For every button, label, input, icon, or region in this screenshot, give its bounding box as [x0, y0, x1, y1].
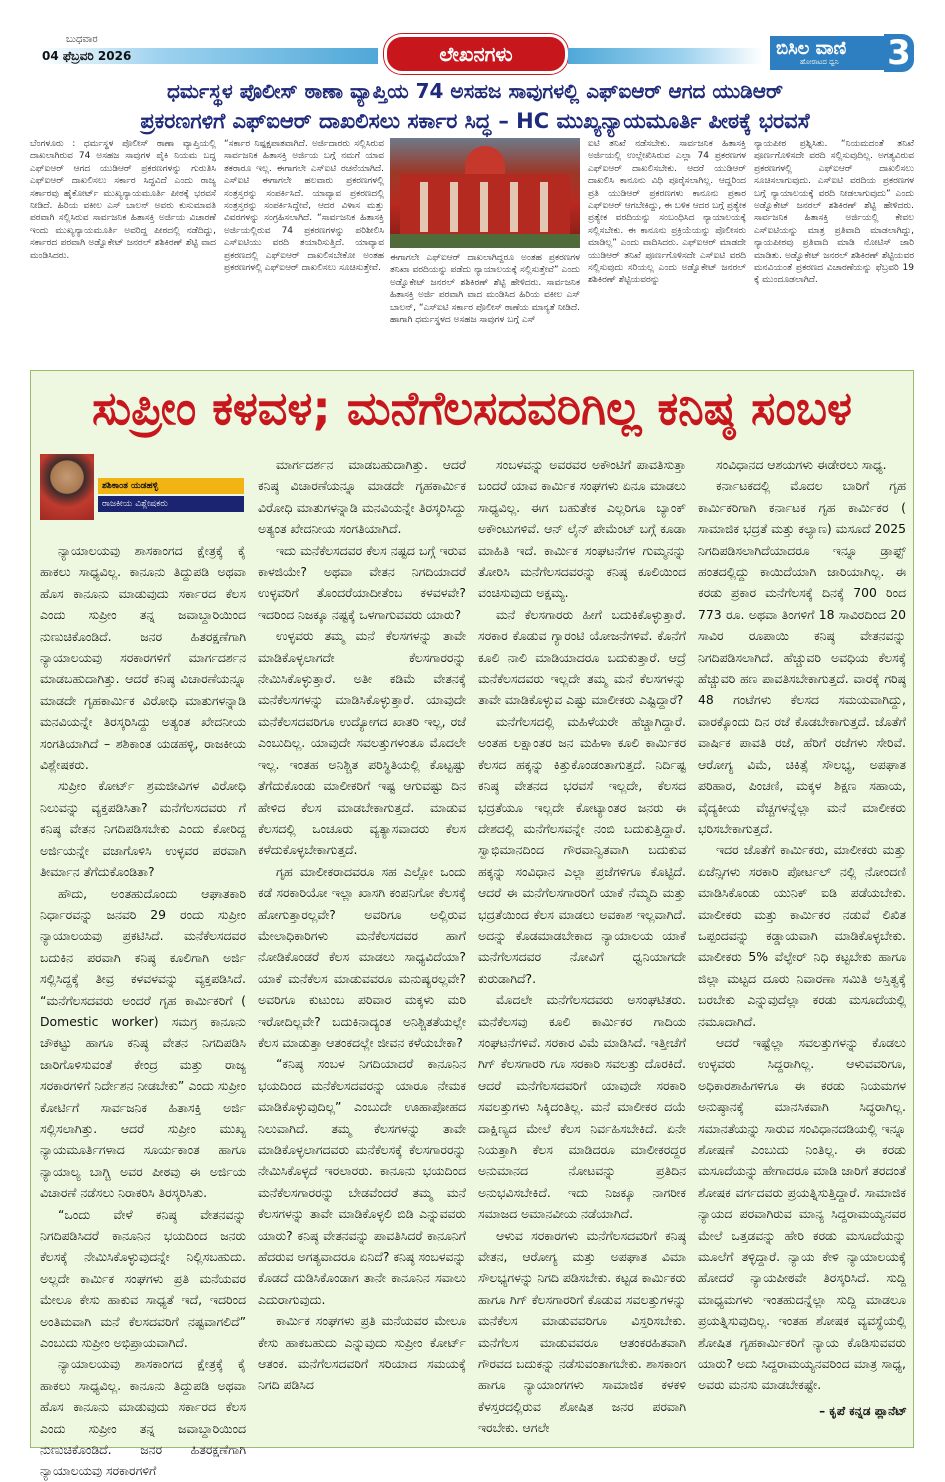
paragraph: ಮನೆಗೆಲಸದಲ್ಲಿ ಮಹಿಳೆಯರೇ ಹೆಚ್ಚಾಗಿದ್ದಾರೆ. ಅಂತಹ ಲಕ್ಷಾಂತರ ಜನ ಮಹಿಳಾ ಕೂಲಿ ಕಾರ್ಮಿಕರ ಕೆಲಸದ ಹಕ್ಕನ್ನು ಕಿತ್ತುಕೊಂಡಂತಾಗುತ್ತದೆ. ನಿರ್ದಿಷ್ಟ ಕನಿಷ್ಠ ವೇತನದ ಭರವಸೆ ಇಲ್ಲದೇ, ಕೆಲಸದ ಭದ್ರತೆಯೂ ಇಲ್ಲದೇ ಕೋಟ್ಯಾಂತರ ಜನರು ಈ ದೇಶದಲ್ಲಿ ಮನೆಗೆಲಸವನ್ನೇ ನಂಬಿ ಬದುಕುತ್ತಿದ್ದಾರೆ. ಸ್ವಾಭಿಮಾನದಿಂದ ಗೌರವಾನ್ವಿತವಾಗಿ ಬದುಕುವ ಹಕ್ಕನ್ನು ಸಂವಿಧಾನ ಎಲ್ಲಾ ಪ್ರಜೆಗಳಿಗೂ ಕೊಟ್ಟಿದೆ. ಆದರೆ ಈ ಮನೆಗೆಲಸಗಾರರಿಗೆ ಯಾಕೆ ನೆಮ್ಮದಿ ಮತ್ತು ಭದ್ರತೆಯಿಂದ ಕೆಲಸ ಮಾಡಲು ಅವಕಾಶ ಇಲ್ಲವಾಗಿದೆ. ಅದನ್ನು ಕೊಡಮಾಡಬೇಕಾದ ನ್ಯಾಯಾಲಯ ಯಾಕೆ ಮನೆಗೆಲಸದವರ ನೋವಿಗೆ ಧ್ವನಿಯಾಗದೇ ಕುರುಡಾಗಿದೆ?.	[478, 713, 686, 986]
paragraph: ಹೌದು, ಅಂತಹುದೊಂದು ಆಘಾತಕಾರಿ ನಿರ್ಧಾರವನ್ನು ಜನವರಿ 29 ರಂದು ಸುಪ್ರೀಂ ನ್ಯಾಯಾಲಯವು ಪ್ರಕಟಿಸಿದೆ. ಮನೆಕೆಲಸದವರ ಬದುಕಿನ ಪರವಾಗಿ ಕನಿಷ್ಠ ಕೂಲಿಗಾಗಿ ಅರ್ಜಿ ಸಲ್ಲಿಸಿದ್ದಕ್ಕೆ ತೀವ್ರ ಕಳವಳವನ್ನು ವ್ಯಕ್ತಪಡಿಸಿದೆ. “ಮನೆಗೆಲಸದವರು ಅಂದರೆ ಗೃಹ ಕಾರ್ಮಿಕರಿಗೆ ( Domestic worker) ಸಮಗ್ರ ಕಾನೂನು ಚೌಕಟ್ಟು ಹಾಗೂ ಕನಿಷ್ಠ ವೇತನ ನಿಗದಿಪಡಿಸಿ ಜಾರಿಗೊಳಿಸುವಂತೆ ಕೇಂದ್ರ ಮತ್ತು ರಾಜ್ಯ ಸರಕಾರಗಳಿಗೆ ನಿರ್ದೇಶನ ನೀಡಬೇಕು” ಎಂದು ಸುಪ್ರೀಂ ಕೋರ್ಟಿಗೆ ಸಾರ್ವಜನಿಕ ಹಿತಾಸಕ್ತಿ ಅರ್ಜಿ ಸಲ್ಲಿಸಲಾಗಿತ್ತು. ಆದರೆ ಸುಪ್ರೀಂ ಮುಖ್ಯ ನ್ಯಾಯಮೂರ್ತಿಗಳಾದ ಸೂರ್ಯಕಾಂತ ಹಾಗೂ ನ್ಯಾಯಾಲ್ಯ ಬಾಗ್ಚಿ ಅವರ ಪೀಠವು ಈ ಅರ್ಜಿಯ ವಿಚಾರಣೆ ನಡೆಸಲು ನಿರಾಕರಿಸಿ ತಿರಸ್ಕರಿಸಿತು.	[40, 885, 246, 1201]
masthead	[0, 0, 945, 72]
headline-line-2: ಪ್ರಕರಣಗಳಿಗೆ ಎಫ್ಐಆರ್ ದಾಖಲಿಸಲು ಸರ್ಕಾರ ಸಿದ್ಧ – HC ಮುಖ್ಯನ್ಯಾಯಮೂರ್ತಿ ಪೀಠಕ್ಕೆ ಭರವಸೆ	[140, 109, 810, 133]
top-story-column-3: ಈಗಾಗಲೇ ಎಫ್ಐಆರ್ ದಾಖಲಾಗಿದ್ದರೂ ಅಂತಹ ಪ್ರಕರಣಗಳ ತನಿಖಾ ವರದಿಯನ್ನು ಪಡೆದು ನ್ಯಾಯಾಲಯಕ್ಕೆ ಸಲ್ಲಿಸುತ್ತೇವೆ” ಎಂದು ಅಡ್ವೊಕೇಟ್ ಜನರಲ್ ಶಶಿಕಿರಣ್ ಶೆಟ್ಟಿ ಹೇಳಿದರು. ಸಾರ್ವಜನಿಕ ಹಿತಾಸಕ್ತಿ ಅರ್ಜಿ ಪರವಾಗಿ ವಾದ ಮಂಡಿಸಿದ ಹಿರಿಯ ವಕೀಲ ಎಸ್ ಬಾಲನ್, “ಎಸ್ಐಟಿ ಸರ್ಕಾರ ಪೊಲೀಸ್ ಠಾಣೆಯ ಮಾನ್ಯತೆ ನೀಡಿದೆ. ಹಾಗಾಗಿ ಧರ್ಮಸ್ಥಳದ ಅಸಹಜ ಸಾವುಗಳ ಬಗ್ಗೆ ಎಸ್	[390, 253, 580, 326]
date-block	[38, 34, 378, 64]
feature-title: ಸುಪ್ರೀಂ ಕಳವಳ; ಮನೆಗೆಲಸದವರಿಗಿಲ್ಲ ಕನಿಷ್ಠ ಸಂಬಳ	[92, 381, 852, 435]
day-label: ಬುಧವಾರ	[66, 34, 98, 45]
paragraph: ಗೃಹ ಮಾಲೀಕರಾದವರೂ ಸಹ ಎಲ್ಲೋ ಒಂದು ಕಡೆ ಸರಕಾರಿಯೋ ಇಲ್ಲಾ ಖಾಸಗಿ ಕಂಪನಿಗೋ ಕೆಲಸಕ್ಕೆ ಹೋಗುತ್ತಾರಲ್ಲವೇ? ಅವರಿಗೂ ಅಲ್ಲಿರುವ ಮೇಲಾಧಿಕಾರಿಗಳು ಮನೆಕೆಲಸದವರ ಹಾಗೆ ನೋಡಿಕೊಂಡರೆ ಕೆಲಸ ಮಾಡಲು ಸಾಧ್ಯವಿದೆಯಾ? ಯಾಕೆ ಮನೆಕೆಲಸ ಮಾಡುವವರೂ ಮನುಷ್ಯರಲ್ಲವೇ? ಅವರಿಗೂ ಕುಟುಂಬ ಪರಿವಾರ ಮಕ್ಕಳು ಮರಿ ಇರೋದಿಲ್ಲವೇ? ಬದುಕಿನಾದ್ಯಂತ ಅನಿಶ್ಚಿತತೆಯಲ್ಲೇ ಕೆಲಸ ಮಾಡುತ್ತಾ ಆತಂಕದಲ್ಲೇ ಜೀವನ ಕಳೆಯಬೇಕಾ?	[258, 863, 466, 1050]
author-name: ಶಶಿಕಾಂತ ಯಡಹಳ್ಳಿ	[98, 478, 244, 494]
paragraph: ಉಳ್ಳವರು ತಮ್ಮ ಮನೆ ಕೆಲಸಗಳನ್ನು ತಾವೇ ಮಾಡಿಕೊಳ್ಳಲಾಗದೇ ಕೆಲಸಗಾರರನ್ನು ನೇಮಿಸಿಕೊಳ್ಳುತ್ತಾರೆ. ಅತೀ ಕಡಿಮೆ ವೇತನಕ್ಕೆ ಮನೆಕೆಲಸಗಳನ್ನು ಮಾಡಿಸಿಕೊಳ್ಳುತ್ತಾರೆ. ಯಾವುದೇ ಮನೆಕೆಲಸದವರಿಗೂ ಉದ್ಯೋಗದ ಖಾತರಿ ಇಲ್ಲ, ರಜೆ ಎಂಬುದಿಲ್ಲ. ಯಾವುದೇ ಸವಲತ್ತುಗಳಂತೂ ಮೊದಲೇ ಇಲ್ಲ. ಇಂತಹ ಅನಿಶ್ಚಿತ ಪರಿಸ್ಥಿತಿಯಲ್ಲಿ ಕೊಟ್ಟಷ್ಟು ತೆಗೆದುಕೊಂಡು ಮಾಲೀಕರಿಗೆ ಇಷ್ಟ ಆಗುವಷ್ಟು ದಿನ ಹೇಳಿದ ಕೆಲಸ ಮಾಡಬೇಕಾಗುತ್ತದೆ. ಮಾಡುವ ಕೆಲಸದಲ್ಲಿ ಒಂಚೂರು ವ್ಯತ್ಯಾಸವಾದರು ಕೆಲಸ ಕಳೆದುಕೊಳ್ಳಬೇಕಾಗುತ್ತದೆ.	[258, 628, 466, 858]
paragraph: “ಕನಿಷ್ಠ ಸಂಬಳ ನಿಗದಿಯಾದರೆ ಕಾನೂನಿನ ಭಯದಿಂದ ಮನೆಕೆಲಸದವರನ್ನು ಯಾರೂ ನೇಮಕ ಮಾಡಿಕೊಳ್ಳುವುದಿಲ್ಲ” ಎಂಬುದೇ ಊಹಾಪೋಹದ ನಿಲುವಾಗಿದೆ. ತಮ್ಮ ಕೆಲಸಗಳನ್ನು ತಾವೇ ಮಾಡಿಕೊಳ್ಳಲಾಗದವರು ಮನೆಕೆಲಸಕ್ಕೆ ಕೆಲಸಗಾರರನ್ನು ನೇಮಿಸಿಕೊಳ್ಳದೆ ಇರಲಾರರು. ಕಾನೂನು ಭಯದಿಂದ ಮನೆಕೆಲಸಗಾರರನ್ನು ಬೇಡವೆಂದರೆ ತಮ್ಮ ಮನೆ ಕೆಲಸಗಳನ್ನು ತಾವೇ ಮಾಡಿಕೊಳ್ಳಲಿ ಬಿಡಿ ಎನ್ನುವವರು ಯಾರು? ಕನಿಷ್ಠ ವೇತನವನ್ನು ಪಾವತಿಸಿದರೆ ಕಾನೂನಿಗೆ ಹೆದರುವ ಅಗತ್ಯವಾದರೂ ಏನಿದೆ? ಕನಿಷ್ಠ ಸಂಬಳವನ್ನು ಕೊಡದೆ ದುಡಿಸಿಕೊಂಡಾಗ ತಾನೇ ಕಾನೂನಿನ ಸವಾಲು ಎದುರಾಗುವುದು.	[258, 1056, 466, 1307]
paragraph: ಆಳುವ ಸರಕಾರಗಳು ಮನೆಗೆಲಸದವರಿಗೆ ಕನಿಷ್ಠ ವೇತನ, ಆರೋಗ್ಯ ಮತ್ತು ಅಪಘಾತ ವಿಮಾ ಸೌಲಭ್ಯಗಳನ್ನು ನಿಗದಿ ಪಡಿಸಬೇಕು. ಕಟ್ಟಡ ಕಾರ್ಮಿಕರು ಹಾಗೂ ಗಿಗ್ ಕೆಲಸಗಾರರಿಗೆ ಕೊಡುವ ಸವಲತ್ತುಗಳನ್ನು ಮನೆಕೆಲಸ ಮಾಡುವವರಿಗೂ ವಿಸ್ತರಿಸಬೇಕು. ಮನೆಗೆಲಸ ಮಾಡುವವರೂ ಆತಂಕರಹಿತವಾಗಿ ಗೌರವದ ಬದುಕನ್ನು ನಡೆಸುವಂತಾಗಬೇಕು. ಶಾಸಕಾಂಗ ಹಾಗೂ ನ್ಯಾಯಾಂಗಗಳು ಸಾಮಾಜಿಕ ಕಳಕಳಿ ಕೆಳಸ್ತರದಲ್ಲಿರುವ ಶೋಷಿತ ಜನರ ಪರವಾಗಿ ಇರಬೇಕು. ಆಗಲೇ	[478, 1227, 686, 1436]
date-label: 04 ಫೆಬ್ರವರಿ 2026	[42, 49, 132, 63]
paragraph: ಕರ್ನಾಟಕದಲ್ಲಿ ಮೊದಲ ಬಾರಿಗೆ ಗೃಹ ಕಾರ್ಮಿಕರಿಗಾಗಿ ಕರ್ನಾಟಕ ಗೃಹ ಕಾರ್ಮಿಕರ ( ಸಾಮಾಜಿಕ ಭದ್ರತೆ ಮತ್ತು ಕಲ್ಯಾಣ) ಮಸೂದೆ 2025 ನಿಗದಿಪಡಿಸಲಾಗಿದೆಯಾದರೂ ಇನ್ನೂ ಡ್ರಾಫ್ಟ್ ಹಂತದಲ್ಲಿದ್ದು ಕಾಯಿದೆಯಾಗಿ ಜಾರಿಯಾಗಿಲ್ಲ. ಈ ಕರಡು ಪ್ರಕಾರ ಮನೆಗೆಲಸಕ್ಕೆ ದಿನಕ್ಕೆ 700 ರಿಂದ 773 ರೂ. ಅಥವಾ ತಿಂಗಳಿಗೆ 18 ಸಾವಿರದಿಂದ 20 ಸಾವಿರ ರೂಪಾಯಿ ಕನಿಷ್ಠ ವೇತನವನ್ನು ನಿಗದಿಪಡಿಸಲಾಗಿದೆ. ಹೆಚ್ಚುವರಿ ಅವಧಿಯ ಕೆಲಸಕ್ಕೆ ಹೆಚ್ಚುವರಿ ಹಣ ಪಾವತಿಸಬೇಕಾಗುತ್ತದೆ. ವಾರಕ್ಕೆ ಗರಿಷ್ಠ 48 ಗಂಟೆಗಳು ಕೆಲಸದ ಸಮಯವಾಗಿದ್ದು, ವಾರಕ್ಕೊಂದು ದಿನ ರಜೆ ಕೊಡಬೇಕಾಗುತ್ತದೆ. ಜೊತೆಗೆ ವಾರ್ಷಿಕ ಪಾವತಿ ರಜೆ, ಹೆರಿಗೆ ರಜೆಗಳು ಸೇರಿವೆ. ಆರೋಗ್ಯ ವಿಮೆ, ಚಿಕಿತ್ಸೆ ಸೌಲಭ್ಯ, ಅಪಘಾತ ಪರಿಹಾರ, ಪಿಂಚಣಿ, ಮಕ್ಕಳ ಶಿಕ್ಷಣ ಸಹಾಯ, ವೈದ್ಯಕೀಯ ವೆಚ್ಚಗಳನ್ನೆಲ್ಲಾ ಮನೆ ಮಾಲೀಕರು ಭರಿಸಬೇಕಾಗುತ್ತದೆ.	[698, 478, 906, 836]
top-story-column-2: “ಸರ್ಕಾರ ನಿಷ್ಪಕ್ಷಪಾತವಾಗಿದೆ. ಅರ್ಜಿದಾರರು ಸಲ್ಲಿಸಿರುವ ಸಾರ್ವಜನಿಕ ಹಿತಾಸಕ್ತಿ ಅರ್ಜಿಯ ಬಗ್ಗೆ ನಮಗೆ ಯಾವ ತಕರಾರೂ ಇಲ್ಲ. ಈಗಾಗಲೇ ಎಸ್ಐಟಿ ರಚನೆಯಾಗಿದೆ. ಎಸ್ಐಟಿ ಈಗಾಗಲೇ ಹಲವಾರು ಪ್ರಕರಣಗಳಲ್ಲಿ ಸಂತ್ರಸ್ತರನ್ನು ಸಂಪರ್ಕಿಸಿದೆ. ಯಾವ್ಯಾವ ಪ್ರಕರಣದಲ್ಲಿ ಸಂತ್ರಸ್ತರನ್ನು ಸಂಪರ್ಕಿಸಿದ್ದೇವೆ, ಆದರ ವಿಳಾಸ ಮತ್ತು ವಿವರಗಳನ್ನು ಸಂಗ್ರಹಿಸಲಾಗಿದೆ. “ಸಾರ್ವಜನಿಕ ಹಿತಾಸಕ್ತಿ ಅರ್ಜಿಯಲ್ಲಿರುವ 74 ಪ್ರಕರಣಗಳನ್ನು ಪರಿಶೀಲಿಸಿ ಎಸ್ಐಟಿಯು ವರದಿ ತಯಾರಿಸುತ್ತಿದೆ. ಯಾವ್ಯಾವ ಪ್ರಕರಣದಲ್ಲಿ ಎಫ್ಐಆರ್ ದಾಖಲಿಸಬೇಕೋ ಅಂತಹ ಪ್ರಕರಣಗಳಲ್ಲಿ ಎಫ್ಐಆರ್ ದಾಖಲಿಸಲು ಸೂಚಿಸುತ್ತೇವೆ.	[224, 139, 384, 274]
paragraph: ಮಾರ್ಗದರ್ಶನ ಮಾಡಬಹುದಾಗಿತ್ತು. ಆದರೆ ಕನಿಷ್ಠ ವಿಚಾರಣೆಯನ್ನೂ ಮಾಡದೇ ಗೃಹಕಾರ್ಮಿಕ ವಿರೋಧಿ ಮಾತುಗಳನ್ನಾಡಿ ಮನವಿಯನ್ನೇ ತಿರಸ್ಕರಿಸಿದ್ದು ಅತ್ಯಂತ ಖೇದನೀಯ ಸಂಗತಿಯಾಗಿದೆ.	[258, 457, 466, 537]
high-court-photo	[390, 138, 580, 248]
author-avatar	[40, 454, 94, 520]
section-title: ಲೇಖನಗಳು	[384, 34, 568, 74]
paragraph: “ಒಂದು ವೇಳೆ ಕನಿಷ್ಠ ವೇತನವನ್ನು ನಿಗದಿಪಡಿಸಿದರೆ ಕಾನೂನಿನ ಭಯದಿಂದ ಜನರು ಕೆಲಸಕ್ಕೆ ನೇಮಿಸಿಕೊಳ್ಳುವುದನ್ನೇ ನಿಲ್ಲಿಸಬಹುದು. ಅಲ್ಲದೇ ಕಾರ್ಮಿಕ ಸಂಘಗಳು ಪ್ರತಿ ಮನೆಯವರ ಮೇಲೂ ಕೇಸು ಹಾಕುವ ಸಾಧ್ಯತೆ ಇದೆ, ಇದರಿಂದ ಅಂತಿಮವಾಗಿ ಮನೆ ಕೆಲಸದವರಿಗೆ ನಷ್ಟವಾಗಲಿದೆ” ಎಂಬುದು ಸುಪ್ರೀಂ ಅಭಿಪ್ರಾಯವಾಗಿದೆ.	[40, 1206, 246, 1351]
paragraph: ಸುಪ್ರೀಂ ಕೋರ್ಟ್ ಶ್ರಮಜೀವಿಗಳ ವಿರೋಧಿ ನಿಲುವನ್ನು ವ್ಯಕ್ತಪಡಿಸಿತಾ? ಮನೆಗೆಲಸದವರು ಗೆ ಕನಿಷ್ಠ ವೇತನ ನಿಗದಿಪಡಿಸಬೇಕು ಎಂದು ಕೋರಿದ್ದ ಅರ್ಜಿಯನ್ನೇ ವಜಾಗೊಳಿಸಿ ಉಳ್ಳವರ ಪರವಾಗಿ ತೀರ್ಮಾನ ತೆಗೆದುಕೊಂಡಿತಾ?	[40, 778, 246, 880]
paragraph: ಸಂಬಳವನ್ನು ಅವರವರ ಅಕೌಂಟಿಗೆ ಪಾವತಿಸುತ್ತಾ ಬಂದರೆ ಯಾವ ಕಾರ್ಮಿಕ ಸಂಘಗಳು ಏನೂ ಮಾಡಲು ಸಾಧ್ಯವಿಲ್ಲ. ಈಗ ಬಹುತೇಕ ಎಲ್ಲರಿಗೂ ಬ್ಯಾಂಕ್ ಅಕೌಂಟುಗಳಿವೆ. ಆನ್ ಲೈನ್ ಪೇಮೆಂಟ್ ಬಗ್ಗೆ ಕೂಡಾ ಮಾಹಿತಿ ಇದೆ. ಕಾರ್ಮಿಕ ಸಂಘಟನೆಗಳ ಗುಮ್ಮನನ್ನು ತೋರಿಸಿ ಮನೆಗೆಲಸದವರನ್ನು ಕನಿಷ್ಠ ಕೂಲಿಯಿಂದ ವಂಚಿಸುವುದು ಅಕ್ಷಮ್ಯ.	[478, 457, 686, 601]
feature-column-1	[40, 540, 246, 1479]
top-story-column-4: ಐಟಿ ತನಿಖೆ ನಡೆಸಬೇಕು. ಸಾರ್ವಜನಿಕ ಹಿತಾಸಕ್ತಿ ಅರ್ಜಿಯಲ್ಲಿ ಉಲ್ಲೇಖಿಸಿರುವ ಎಲ್ಲಾ 74 ಪ್ರಕರಣಗಳ ಎಫ್ಐಆರ್ ದಾಖಲಿಸಬೇಕು. ಆದರೆ ಯುಡಿಆರ್ ದಾಖಲಿಸಿ ಕಾನೂನು ವಿಧಿ ಪೂರೈಸಲಾಗಿಲ್ಲ. ಆದ್ದರಿಂದ ಪ್ರತಿ ಯುಡಿಆರ್ ಪ್ರಕರಣಗಳು ಕಾನೂನು ಪ್ರಕಾರ ಎಫ್ಐಆರ್ ಆಗಬೇಕಿದ್ದು, ಈ ಬಳಿಕ ಆದರ ಬಗ್ಗೆ ಪ್ರತ್ಯೇಕ ಪ್ರತ್ಯೇಕ ವರದಿಯನ್ನು ಸಂಬಂಧಿಸಿದ ನ್ಯಾಯಾಲಯಕ್ಕೆ ಸಲ್ಲಿಸಬೇಕು. ಈ ಕಾನೂನು ಪ್ರಕ್ರಿಯೆಯನ್ನು ಪೊಲೀಸರು ಮಾಡಿಲ್ಲ” ಎಂದು ವಾದಿಸಿದರು. ಎಫ್ಐಆರ್ ಮಾಡದೇ ಯುಡಿಆರ್ ತನಿಖೆ ಪೂರ್ಣಗೊಳಿಸದೇ ಎಸ್ಐಟಿ ವರದಿ ಸಲ್ಲಿಸುವುದು ಸರಿಯಲ್ಲ ಎಂದು ಅಡ್ವೊಕೇಟ್ ಜನರಲ್ ಶಶಿಕಿರಣ್ ಶೆಟ್ಟಿಯವರನ್ನು	[588, 139, 746, 286]
brand-name: ಬಿಸಿಲ ವಾಣಿ	[776, 38, 847, 59]
paragraph: ನ್ಯಾಯಾಲಯವು ಶಾಸಕಾಂಗದ ಕ್ಷೇತ್ರಕ್ಕೆ ಕೈ ಹಾಕಲು ಸಾಧ್ಯವಿಲ್ಲ. ಕಾನೂನು ತಿದ್ದುಪಡಿ ಅಥವಾ ಹೊಸ ಕಾನೂನು ಮಾಡುವುದು ಸರ್ಕಾರದ ಕೆಲಸ ಎಂದು ಸುಪ್ರೀಂ ತನ್ನ ಜವಾಬ್ದಾರಿಯಿಂದ ನುಣುಚಿಕೊಂಡಿದೆ. ಜನರ ಹಿತರಕ್ಷಣೆಗಾಗಿ ನ್ಯಾಯಾಲಯವು ಸರಕಾರಗಳಿಗೆ ಮಾರ್ಗದರ್ಶನ ಮಾಡಬಹುದಾಗಿತ್ತು. ಆದರೆ ಕನಿಷ್ಠ ವಿಚಾರಣೆಯನ್ನೂ ಮಾಡದೇ ಗೃಹಕಾರ್ಮಿಕ ವಿರೋಧಿ ಮಾತುಗಳನ್ನಾಡಿ ಮನವಿಯನ್ನೇ ತಿರಸ್ಕರಿಸಿದ್ದು ಅತ್ಯಂತ ಖೇದನೀಯ ಸಂಗತಿಯಾಗಿದೆ – ಶಶಿಕಾಂತ ಯಡಹಳ್ಳಿ, ರಾಜಕೀಯ ವಿಶ್ಲೇಷಕರು.	[40, 543, 246, 773]
author-byline	[40, 454, 246, 536]
paragraph: ಇದರ ಜೊತೆಗೆ ಕಾರ್ಮಿಕರು, ಮಾಲೀಕರು ಮತ್ತು ಏಜೆನ್ಸಿಗಳು ಸರಕಾರಿ ಪೋರ್ಟಲ್ ನಲ್ಲಿ ನೋಂದಣಿ ಮಾಡಿಸಿಕೊಂಡು ಯುನಿಕ್ ಐಡಿ ಪಡೆಯಬೇಕು. ಮಾಲೀಕರು ಮತ್ತು ಕಾರ್ಮಿಕರ ನಡುವೆ ಲಿಖಿತ ಒಪ್ಪಂದವನ್ನು ಕಡ್ಡಾಯವಾಗಿ ಮಾಡಿಕೊಳ್ಳಬೇಕು. ಮಾಲೀಕರು 5% ವೆಲ್ಫೇರ್ ನಿಧಿ ಕಟ್ಟಬೇಕು ಹಾಗೂ ಜಿಲ್ಲಾ ಮಟ್ಟದ ದೂರು ನಿವಾರಣಾ ಸಮಿತಿ ಅಸ್ತಿತ್ವಕ್ಕೆ ಬರಬೇಕು ಎನ್ನುವುದೆಲ್ಲಾ ಕರಡು ಮಸೂದೆಯಲ್ಲಿ ನಮೂದಾಗಿದೆ.	[698, 842, 906, 1029]
paragraph: ನ್ಯಾಯಾಲಯವು ಶಾಸಕಾಂಗದ ಕ್ಷೇತ್ರಕ್ಕೆ ಕೈ ಹಾಕಲು ಸಾಧ್ಯವಿಲ್ಲ. ಕಾನೂನು ತಿದ್ದುಪಡಿ ಅಥವಾ ಹೊಸ ಕಾನೂನು ಮಾಡುವುದು ಸರ್ಕಾರದ ಕೆಲಸ ಎಂದು ಸುಪ್ರೀಂ ತನ್ನ ಜವಾಬ್ದಾರಿಯಿಂದ ನುಣುಚಿಕೊಂಡಿದೆ. ಜನರ ಹಿತರಕ್ಷಣೆಗಾಗಿ ನ್ಯಾಯಾಲಯವು ಸರಕಾರಗಳಿಗೆ	[40, 1356, 246, 1479]
decorative-bar	[568, 48, 763, 64]
feature-column-2	[258, 454, 466, 1438]
paragraph: ಇದು ಮನೆಕೆಲಸದವರ ಕೆಲಸ ನಷ್ಟದ ಬಗ್ಗೆ ಇರುವ ಕಾಳಜಿಯೇ? ಅಥವಾ ವೇತನ ನಿಗದಿಯಾದರೆ ಉಳ್ಳವರಿಗೆ ತೊಂದರೆಯಾದೀತೆಂಬ ಕಳವಳವೇ? ಇದರಿಂದ ನಿಜಕ್ಕೂ ನಷ್ಟಕ್ಕೆ ಒಳಗಾಗುವವರು ಯಾರು?	[258, 542, 466, 622]
top-story-headline	[40, 76, 910, 136]
top-story-column-1: ಬೆಂಗಳೂರು : ಧರ್ಮಸ್ಥಳ ಪೊಲೀಸ್ ಠಾಣಾ ವ್ಯಾಪ್ತಿಯಲ್ಲಿ ದಾಖಲಾಗಿರುವ 74 ಅಸಹಜ ಸಾವುಗಳ ಪೈಕಿ ನಿಯಮ ಬದ್ಧ ಎಫ್ಐಆರ್ ಆಗದ ಯುಡಿಆರ್ ಪ್ರಕರಣಗಳನ್ನು ಗುರುತಿಸಿ ಎಫ್ಐಆರ್ ದಾಖಲಿಸಲು ಸರ್ಕಾರ ಸಿದ್ಧವಿದೆ ಎಂದು ರಾಜ್ಯ ಸರ್ಕಾರವು ಹೈಕೋರ್ಟ್ ಮುಖ್ಯನ್ಯಾಯಮೂರ್ತಿ ಪೀಠಕ್ಕೆ ಭರವಸೆ ನೀಡಿದೆ. ಹಿರಿಯ ವಕೀಲ ಎಸ್ ಬಾಲನ್ ಅವರು ಕುಸುಮಾವತಿ ಪರವಾಗಿ ಸಲ್ಲಿಸಿರುವ ಸಾರ್ವಜನಿಕ ಹಿತಾಸಕ್ತಿ ಅರ್ಜಿಯ ವಿಚಾರಣೆ ಇಂದು ಮುಖ್ಯನ್ಯಾಯಮೂರ್ತಿ ಅವರಿದ್ದ ಪೀಠದಲ್ಲಿ ನಡೆದಿದ್ದು, ಸರ್ಕಾರದ ಪರವಾಗಿ ಅಡ್ವೊಕೇಟ್ ಜನರಲ್ ಶಶಿಕಿರಣ್ ಶೆಟ್ಟಿ ವಾದ ಮಂಡಿಸಿದರು.	[30, 139, 216, 261]
paragraph: ಮನೆ ಕೆಲಸಗಾರರು ಹೀಗೆ ಬದುಕಿಕೊಳ್ಳುತ್ತಾರೆ. ಸರಕಾರ ಕೊಡುವ ಗ್ಯಾರಂಟಿ ಯೋಜನೆಗಳಿವೆ. ಕೊನೆಗೆ ಕೂಲಿ ನಾಲಿ ಮಾಡಿಯಾದರೂ ಬದುಕುತ್ತಾರೆ. ಆದ್ರೆ ಮನೆಕೆಲಸದವರು ಇಲ್ಲದೇ ತಮ್ಮ ಮನೆ ಕೆಲಸಗಳನ್ನು ತಾವೇ ಮಾಡಿಕೊಳ್ಳುವ ಎಷ್ಟು ಮಾಲೀಕರು ಎಷ್ಟಿದ್ದಾರೆ?	[478, 606, 686, 708]
date-bar	[38, 48, 378, 64]
top-story-body	[30, 138, 914, 366]
page-number: 3	[884, 34, 914, 72]
paragraph: ಆದರೆ ಇಷ್ಟೆಲ್ಲಾ ಸವಲತ್ತುಗಳನ್ನು ಕೊಡಲು ಉಳ್ಳವರು ಸಿದ್ದರಾಗಿಲ್ಲ. ಆಳುವವರಿಗೂ, ಅಧಿಕಾರಶಾಹಿಗಳಿಗೂ ಈ ಕರಡು ನಿಯಮಗಳ ಅನುಷ್ಠಾನಕ್ಕೆ ಮಾನಸಿಕವಾಗಿ ಸಿದ್ಧರಾಗಿಲ್ಲ. ಸಮಾನತೆಯನ್ನು ಸಾರುವ ಸಂವಿಧಾನದಡಿಯಲ್ಲಿ ಇನ್ನೂ ಶೋಷಣೆ ಎಂಬುದು ನಿಂತಿಲ್ಲ. ಈ ಕರಡು ಮಸೂದೆಯನ್ನು ಹೇಗಾದರೂ ಮಾಡಿ ಜಾರಿಗೆ ತರದಂತೆ ಶೋಷಕ ವರ್ಗದವರು ಪ್ರಯತ್ನಿಸುತ್ತಿದ್ದಾರೆ. ಸಾಮಾಜಿಕ ನ್ಯಾಯದ ಪರವಾಗಿರುವ ಮಾನ್ಯ ಸಿದ್ದರಾಮಯ್ಯನವರ ಮೇಲೆ ಒತ್ತಡವನ್ನು ಹೇರಿ ಕರಡು ಮಸೂದೆಯನ್ನು ಮೂಲೆಗೆ ತಳ್ಳಿದ್ದಾರೆ. ನ್ಯಾಯ ಕೇಳಿ ನ್ಯಾಯಾಲಯಕ್ಕೆ ಹೋದರೆ ನ್ಯಾಯಪೀಠವೇ ತಿರಸ್ಕರಿಸಿದೆ. ಸುದ್ದಿ ಮಾಧ್ಯಮಗಳು ಇಂತಹುದನ್ನೆಲ್ಲಾ ಸುದ್ದಿ ಮಾಡಲೂ ಪ್ರಯತ್ನಿಸುವುದಿಲ್ಲ. ಇಂತಹ ಶೋಷಕ ವ್ಯವಸ್ಥೆಯಲ್ಲಿ ಶೋಷಿತ ಗೃಹಕಾರ್ಮಿಕರಿಗೆ ನ್ಯಾಯ ಕೊಡಿಸುವವರು ಯಾರು? ಅದು ಸಿದ್ದರಾಮಯ್ಯನವರಿಂದ ಮಾತ್ರ ಸಾಧ್ಯ, ಅವರು ಮನಸು ಮಾಡಬೇಕಷ್ಟೇ.	[698, 1034, 906, 1393]
feature-column-3	[478, 454, 686, 1438]
source-credit: – ಕೃಪೆ ಕನ್ನಡ ಪ್ಲಾನೆಟ್	[819, 1404, 907, 1418]
top-story-column-5: ನ್ಯಾಯಪೀಠ ಪ್ರಶ್ನಿಸಿತು. “ನಿಯಮದಂತೆ ತನಿಖೆ ಪೂರ್ಣಗೊಳಿಸದೇ ವರದಿ ಸಲ್ಲಿಸುವುದಿಲ್ಲ. ಅಗತ್ಯವಿರುವ ಪ್ರಕರಣಗಳಲ್ಲಿ ಎಫ್ಐಆರ್ ದಾಖಲಿಸಲು ಸೂಚಿಸಲಾಗುವುದು. ಎಸ್ಐಟಿ ವರದಿಯ ಪ್ರಕರಣಗಳ ಬಗ್ಗೆ ನ್ಯಾಯಾಲಯಕ್ಕೆ ವರದಿ ನೀಡಲಾಗುವುದು” ಎಂದು ಅಡ್ವೊಕೇಟ್ ಜನರಲ್ ಶಶಿಕಿರಣ್ ಶೆಟ್ಟಿ ಹೇಳಿದರು. ಸಾರ್ವಜನಿಕ ಹಿತಾಸಕ್ತಿ ಅರ್ಜಿಯಲ್ಲಿ ಕೇವಲ ಎಸ್ಐಟಿಯನ್ನು ಮಾತ್ರ ಪ್ರತಿವಾದಿ ಮಾಡಲಾಗಿದ್ದು, ನ್ಯಾಯಪೀಠವು ಪ್ರತಿವಾದಿ ಮಾಡಿ ನೋಟಿಸ್ ಜಾರಿ ಮಾಡಿತು. ಅಡ್ವೊಕೇಟ್ ಜನರಲ್ ಶಶಿಕಿರಣ್ ಶೆಟ್ಟಿಯವರ ಮನವಿಯಂತೆ ಪ್ರಕರಣದ ವಿಚಾರಣೆಯನ್ನು ಫೆಬ್ರವರಿ 19 ಕ್ಕೆ ಮುಂದೂಡಲಾಗಿದೆ.	[754, 139, 914, 286]
feature-column-4	[698, 454, 906, 1398]
author-role: ರಾಜಕೀಯ ವಿಶ್ಲೇಷಕರು	[98, 496, 244, 512]
paragraph: ಮೊದಲೇ ಮನೆಗೆಲಸದವರು ಅಸಂಘಟಿತರು. ಮನೆಕೆಲಸವು ಕೂಲಿ ಕಾರ್ಮಿಕರ ಗಾದಿಯ ಸಂಘಟನೆಗಳಿವೆ. ಸರಕಾರ ವಿಮೆ ಮಾಡಿಸಿದೆ. ಇತ್ತೀಚೆಗೆ ಗಿಗ್ ಕೆಲಸಗಾರರಿ ಗೂ ಸರಕಾರಿ ಸವಲತ್ತು ದೊರಕಿದೆ. ಆದರೆ ಮನೆಗೆಲಸದವರಿಗೆ ಯಾವುದೇ ಸರಕಾರಿ ಸವಲತ್ತುಗಳು ಸಿಕ್ಕಿದಂತಿಲ್ಲ. ಮನೆ ಮಾಲೀಕರ ದಯೆ ದಾಕ್ಷಿಣ್ಯದ ಮೇಲೆ ಕೆಲಸ ನಿರ್ವಹಿಸಬೇಕಿದೆ. ಏನೇ ನಿಯತ್ತಾಗಿ ಕೆಲಸ ಮಾಡಿದರೂ ಮಾಲೀಕರದ್ದರ ಅನುಮಾನದ ನೋಟವನ್ನು ಪ್ರತಿದಿನ ಅನುಭವಿಸಬೇಕಿದೆ. ಇದು ನಿಜಕ್ಕೂ ನಾಗರೀಕ ಸಮಾಜದ ಅಮಾನವೀಯ ನಡೆಯಾಗಿದೆ.	[478, 992, 686, 1222]
brand-tagline: ಹೋರಾಟದ ಧ್ವನಿ	[800, 58, 839, 66]
paragraph: ಕಾರ್ಮಿಕ ಸಂಘಗಳು ಪ್ರತಿ ಮನೆಯವರ ಮೇಲೂ ಕೇಸು ಹಾಕಬಹುದು ಎನ್ನುವುದು ಸುಪ್ರೀಂ ಕೋರ್ಟ್ ಆತಂಕ. ಮನೆಗೆಲಸದವರಿಗೆ ಸರಿಯಾದ ಸಮಯಕ್ಕೆ ನಿಗದಿ ಪಡಿಸಿದ	[258, 1313, 466, 1393]
paragraph: ಸಂವಿಧಾನದ ಆಶಯಗಳು ಈಡೇರಲು ಸಾಧ್ಯ.	[716, 457, 887, 472]
headline-line-1: ಧರ್ಮಸ್ಥಳ ಪೊಲೀಸ್ ಠಾಣಾ ವ್ಯಾಪ್ತಿಯ 74 ಅಸಹಜ ಸಾವುಗಳಲ್ಲಿ ಎಫ್ಐಆರ್ ಆಗದ ಯುಡಿಆರ್	[166, 79, 784, 103]
